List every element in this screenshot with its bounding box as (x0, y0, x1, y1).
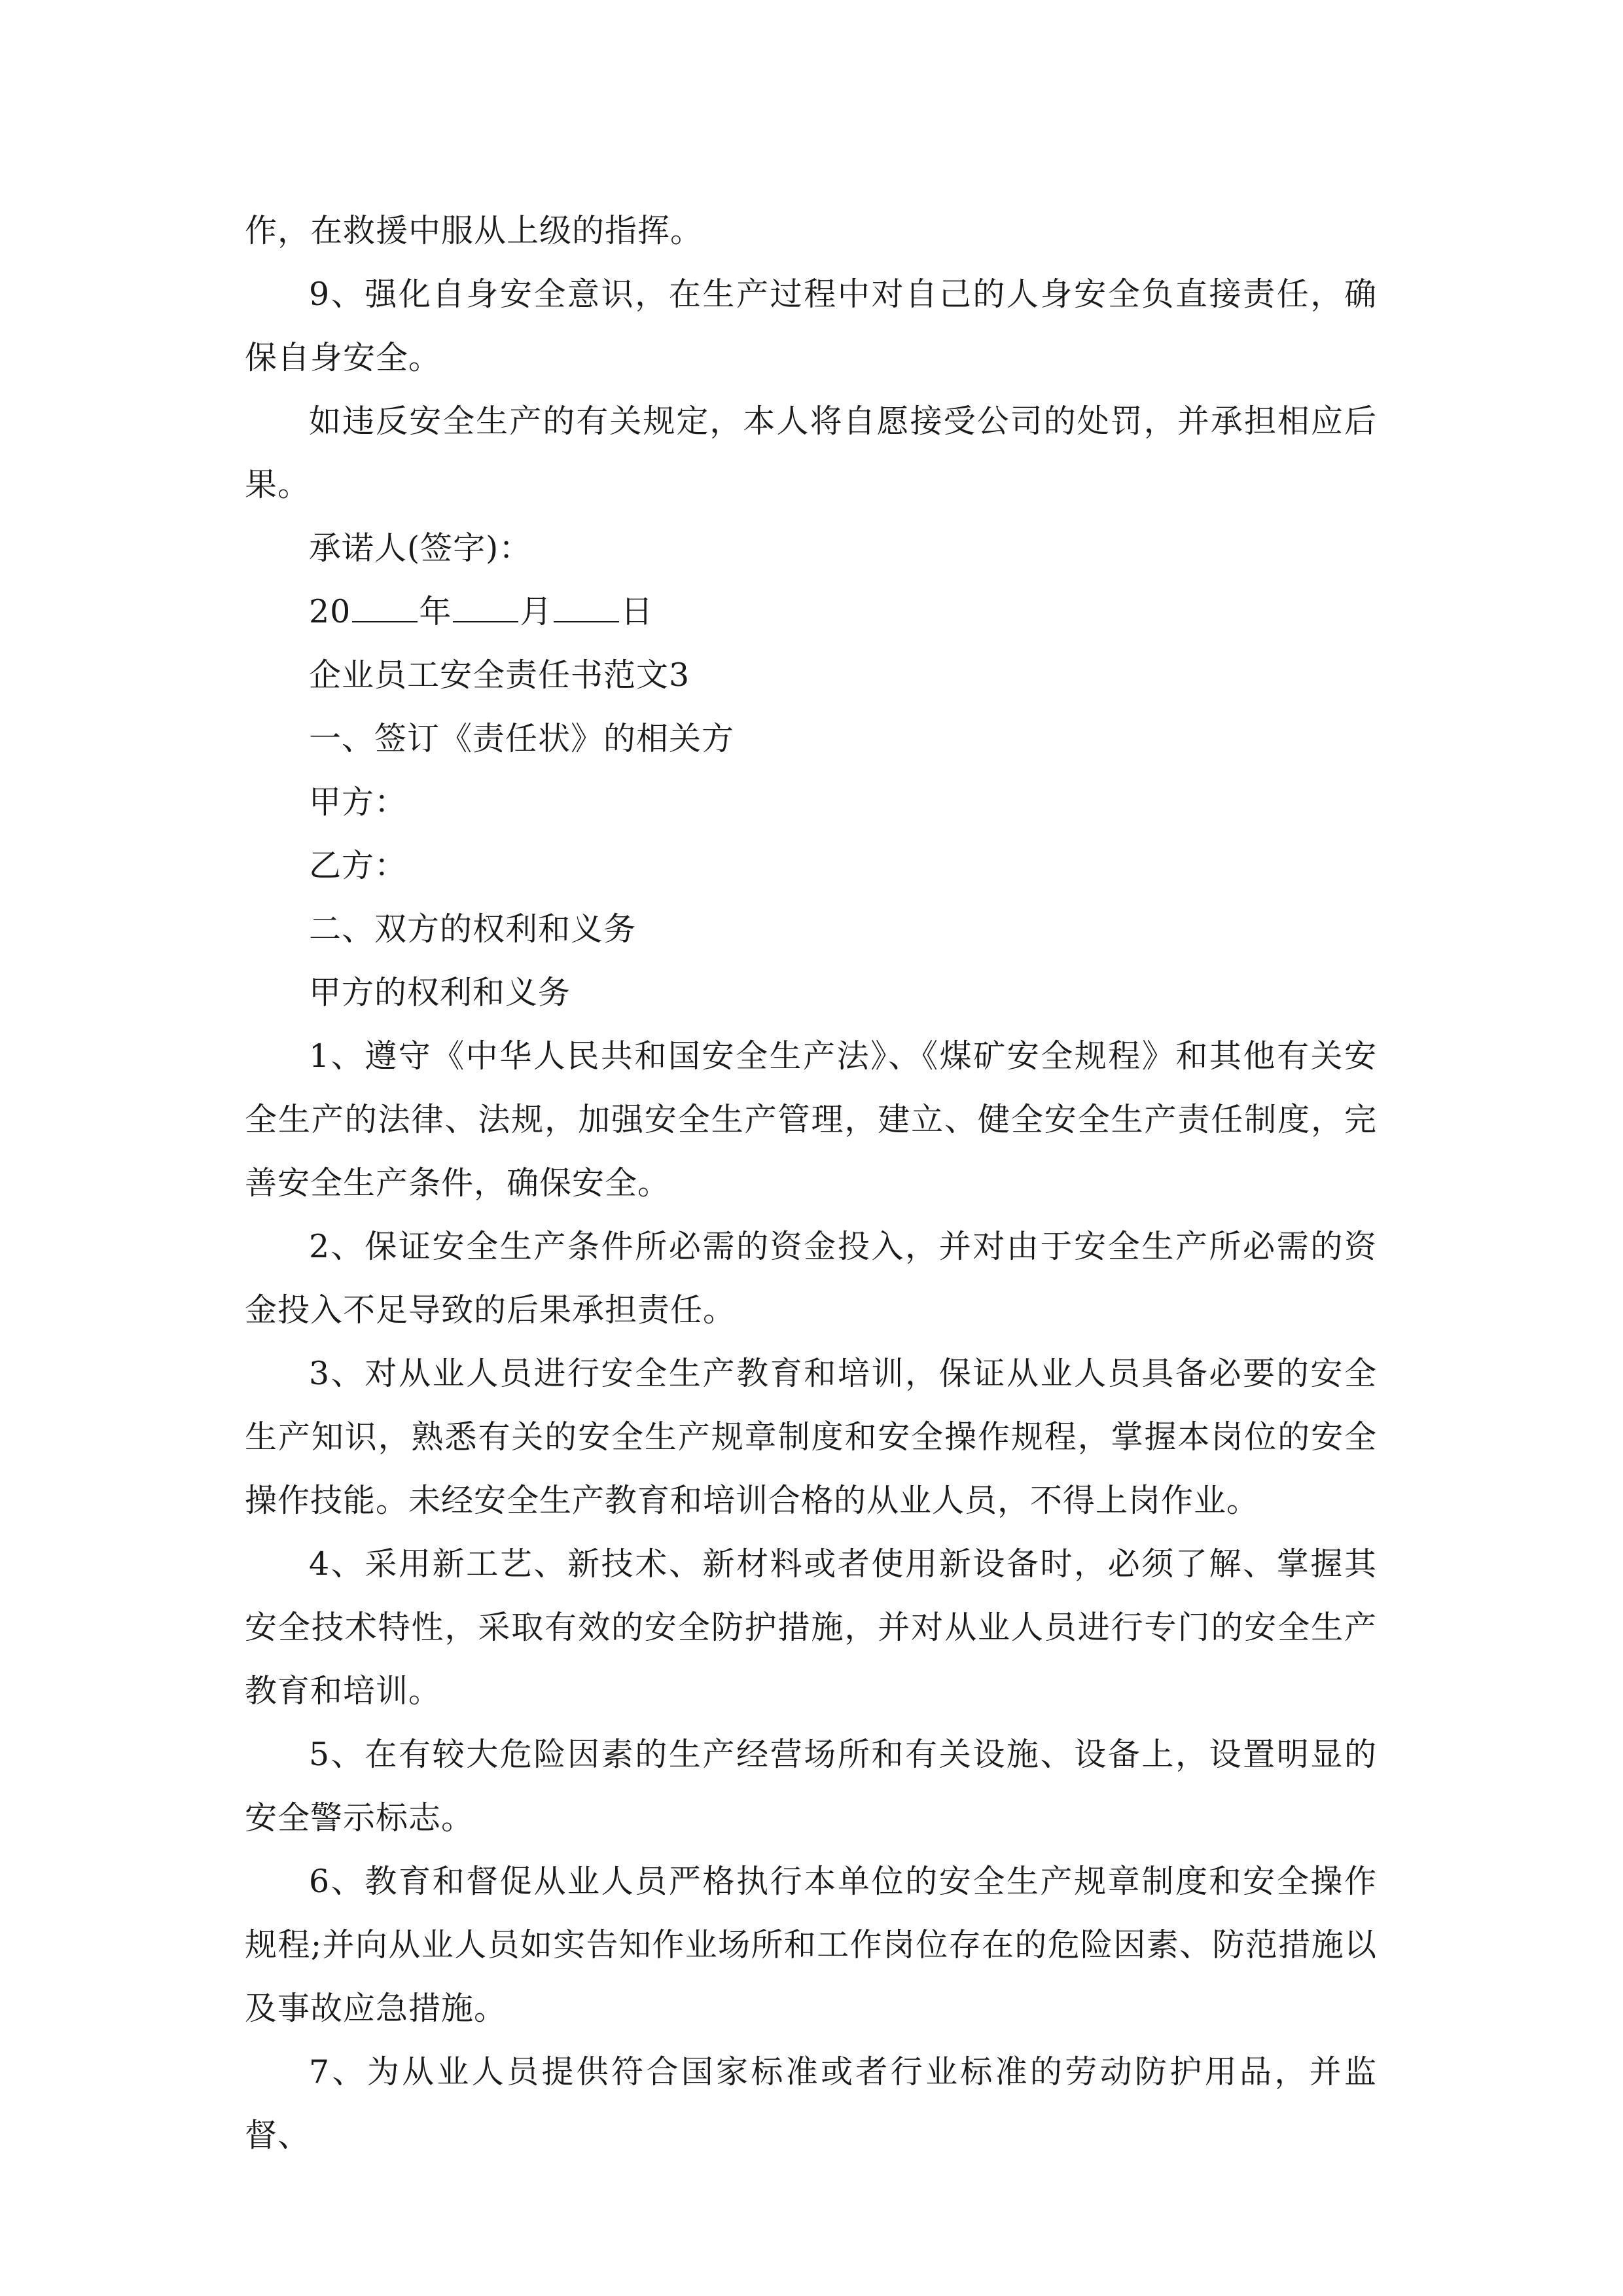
date-day-blank (554, 596, 619, 622)
party-a: 甲方： (309, 783, 408, 821)
document-body (245, 199, 1377, 2167)
heading-rights: 二、双方的权利和义务 (309, 910, 637, 948)
date-year-prefix: 20 (309, 593, 351, 630)
clause-1: 1、遵守《中华人民共和国安全生产法》、《煤矿安全规程》和其他有关安全生产的法律、法规，加强安全生产管理，建立、健全安全生产责任制度，完善安全生产条件，确保安全。 (245, 1037, 1377, 1202)
clause-6: 6、教育和督促从业人员严格执行本单位的安全生产规章制度和安全操作规程;并向从业人员如实告知作业场所和工作岗位存在的危险因素、防范措施以及事故应急措施。 (245, 1863, 1377, 2027)
clause-3: 3、对从业人员进行安全生产教育和培训，保证从业人员具备必要的安全生产知识，熟悉有关的安全生产规章制度和安全操作规程，掌握本岗位的安全操作技能。未经安全生产教育和培训合格的从业人员，不得上岗作业。 (245, 1355, 1377, 1519)
date-month-label: 月 (520, 593, 553, 630)
date-line (245, 580, 1377, 643)
paragraph-1: 9、强化自身安全意识，在生产过程中对自己的人身安全负直接责任，确保自身安全。 (245, 276, 1377, 376)
section-title: 企业员工安全责任书范文3 (309, 656, 690, 694)
party-b: 乙方： (309, 847, 408, 884)
clause-7: 7、为从业人员提供符合国家标准或者行业标准的劳动防护用品，并监督、 (245, 2053, 1377, 2154)
date-day-label: 日 (620, 593, 654, 630)
heading-party-a-rights: 甲方的权利和义务 (309, 974, 571, 1011)
clause-2: 2、保证安全生产条件所必需的资金投入，并对由于安全生产所必需的资金投入不足导致的后果承担责任。 (245, 1228, 1377, 1329)
date-year-label: 年 (419, 593, 452, 630)
paragraph-2: 如违反安全生产的有关规定，本人将自愿接受公司的处罚，并承担相应后果。 (245, 403, 1377, 503)
signature-line: 承诺人(签字)： (309, 529, 532, 567)
clause-4: 4、采用新工艺、新技术、新材料或者使用新设备时，必须了解、掌握其安全技术特性，采取有效的安全防护措施，并对从业人员进行专门的安全生产教育和培训。 (245, 1545, 1377, 1710)
heading-parties: 一、签订《责任状》的相关方 (309, 720, 735, 757)
date-month-blank (453, 596, 518, 622)
date-year-blank (352, 596, 418, 622)
clause-5: 5、在有较大危险因素的生产经营场所和有关设施、设备上，设置明显的安全警示标志。 (245, 1736, 1377, 1837)
paragraph-0: 作，在救援中服从上级的指挥。 (245, 212, 704, 249)
